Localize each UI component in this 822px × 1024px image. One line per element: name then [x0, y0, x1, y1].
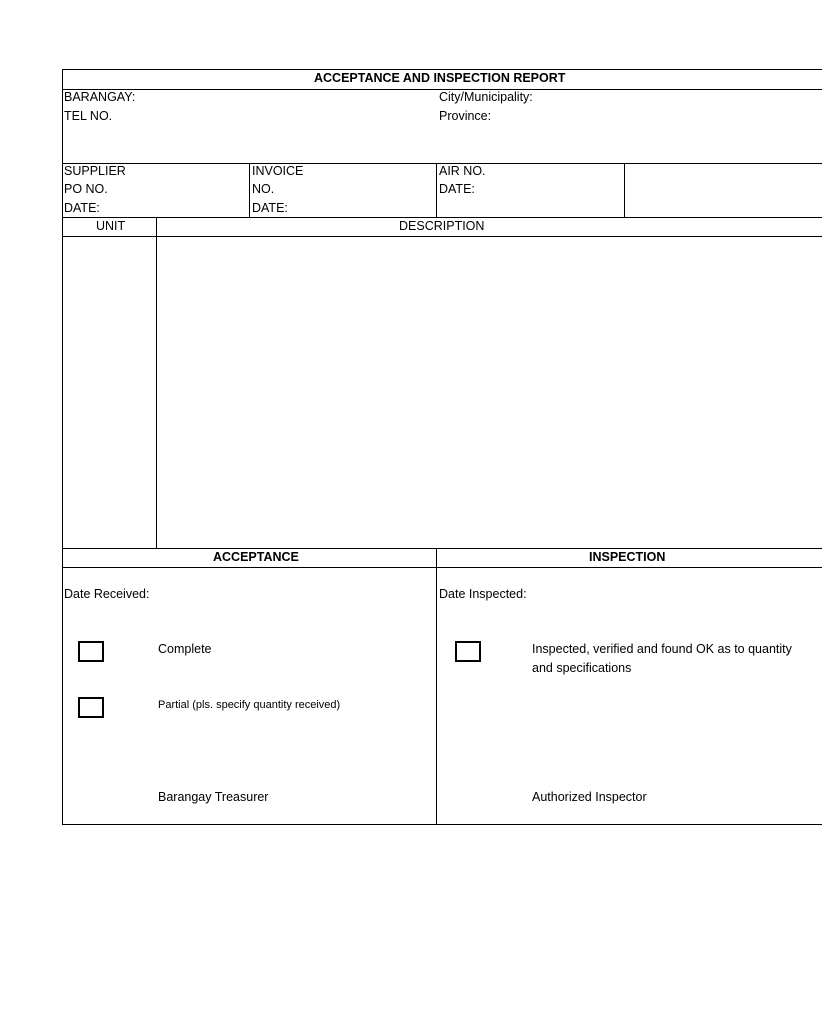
inspection-heading: INSPECTION: [589, 550, 666, 564]
rule-info-bottom: [62, 217, 822, 218]
page-title: ACCEPTANCE AND INSPECTION REPORT: [314, 71, 566, 85]
rule-top: [62, 69, 822, 70]
rule-info-divider-2: [436, 163, 437, 217]
city-label: City/Municipality:: [439, 90, 533, 104]
rule-unit-divider: [156, 217, 157, 548]
invoice-date-label: DATE:: [252, 201, 288, 215]
province-label: Province:: [439, 109, 492, 123]
acceptance-inspection-form: [62, 69, 822, 825]
inspected-line-1: Inspected, verified and found OK as to quantity: [532, 642, 792, 656]
partial-label: Partial (pls. specify quantity received): [158, 699, 341, 711]
rule-bottom: [62, 824, 822, 825]
form-viewport: [62, 69, 792, 825]
supplier-date-label: DATE:: [64, 201, 100, 215]
po-label: PO NO.: [64, 182, 108, 196]
invoice-label: INVOICE: [252, 164, 304, 178]
info-right-border: [624, 163, 625, 218]
date-received-label: Date Received:: [64, 587, 150, 601]
acceptance-heading: ACCEPTANCE: [213, 550, 299, 564]
inspected-line-2: and specifications: [532, 661, 632, 675]
air-label: AIR NO.: [439, 164, 486, 178]
rule-left: [62, 69, 63, 825]
partial-checkbox[interactable]: [78, 697, 104, 718]
inspection-signatory: Authorized Inspector: [532, 790, 647, 804]
description-column-header: DESCRIPTION: [399, 219, 485, 233]
complete-checkbox[interactable]: [78, 641, 104, 662]
rule-columns-bottom: [62, 236, 822, 237]
date-inspected-label: Date Inspected:: [439, 587, 527, 601]
inspected-checkbox[interactable]: [455, 641, 481, 662]
invoice-no-label: NO.: [252, 182, 275, 196]
supplier-label: SUPPLIER: [64, 164, 126, 178]
barangay-label: BARANGAY:: [64, 90, 136, 104]
acceptance-signatory: Barangay Treasurer: [158, 790, 269, 804]
rule-sections-top: [62, 548, 822, 549]
complete-label: Complete: [158, 642, 212, 656]
rule-sections-divider: [436, 548, 437, 824]
unit-column-header: UNIT: [96, 219, 126, 233]
rule-info-divider-1: [249, 163, 250, 217]
rule-sections-heading: [62, 567, 822, 568]
air-date-label: DATE:: [439, 182, 475, 196]
tel-label: TEL NO.: [64, 109, 113, 123]
